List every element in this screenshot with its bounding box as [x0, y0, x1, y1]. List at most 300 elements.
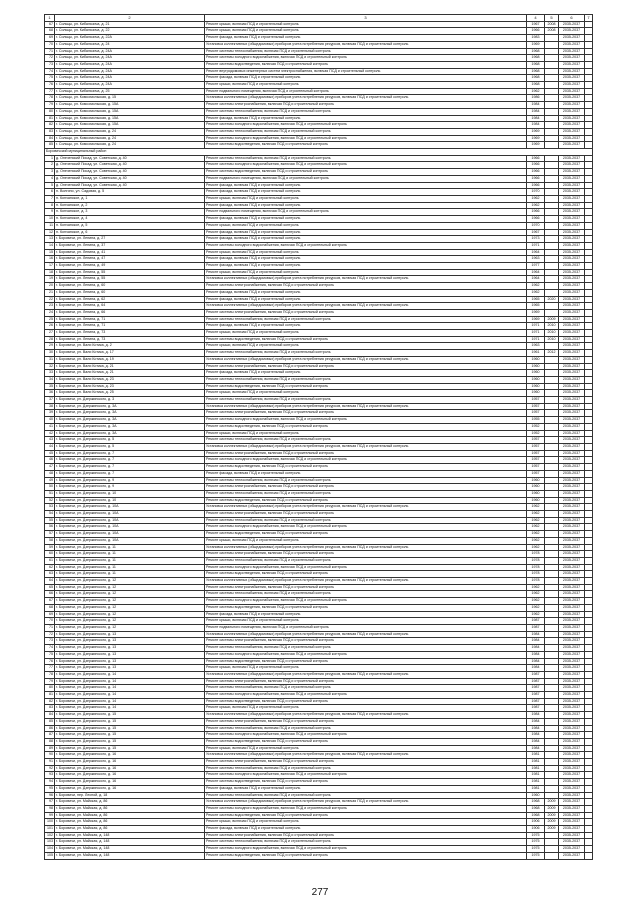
row-empty-cell [585, 484, 593, 491]
row-address: г. Боровичи, ул. Дзержинского, д. 10А [55, 537, 205, 544]
row-work-type: Ремонт системы теплоснабжения, включая ПСД и строительный контроль [205, 591, 527, 598]
row-empty-cell [585, 330, 593, 337]
row-period: 2035-2037 [559, 832, 585, 839]
row-address: п. Кончанское, д. 4 [55, 216, 205, 223]
row-work-type: Ремонт крыши, включая ПСД и строительный контроль [205, 745, 527, 752]
table-row [45, 517, 593, 524]
row-year-built: 1962 [527, 611, 545, 618]
row-work-type: Установка коллективных (общедомовых) приборов учета потребления ресурсов, включая ПСД и строительный контроль [205, 671, 527, 678]
row-year-repair [545, 202, 559, 209]
row-address: г. Боровичи, ул. Дзержинского, д. 12 [55, 618, 205, 625]
row-address: г. Боровичи, ул. Дзержинского, д. 14 [55, 705, 205, 712]
row-year-repair [545, 242, 559, 249]
row-year-repair [545, 738, 559, 745]
row-work-type: Ремонт фасада, включая ПСД и строительный контроль [205, 202, 527, 209]
row-period: 2035-2037 [559, 48, 585, 55]
table-row [45, 189, 593, 196]
row-work-type: Ремонт системы холодного водоснабжения, включая ПСД и строительный контроль [205, 598, 527, 605]
row-number: 47 [45, 464, 55, 471]
row-work-type: Ремонт системы теплоснабжения, включая ПСД и строительный контроль [205, 477, 527, 484]
row-address: г. Боровичи, ул. Вали Котика, д. 2 [55, 343, 205, 350]
row-year-built: 1984 [527, 665, 545, 672]
row-period: 2035-2037 [559, 450, 585, 457]
header-col-1: 1 [45, 15, 55, 22]
row-address: г. Боровичи, ул. Дзержинского, д. 16 [55, 752, 205, 759]
row-period: 2035-2037 [559, 490, 585, 497]
row-period: 2035-2037 [559, 61, 585, 68]
row-empty-cell [585, 571, 593, 578]
row-year-repair [545, 511, 559, 518]
table-row [45, 584, 593, 591]
row-empty-cell [585, 725, 593, 732]
row-empty-cell [585, 236, 593, 243]
row-address: д. Опеченский Посад, ул. Советская, д. 40 [55, 175, 205, 182]
row-work-type: Ремонт системы водоотведения, включая ПСД и строительный контроль [205, 423, 527, 430]
row-address: г. Боровичи, ул. Дзержинского, д. 12 [55, 624, 205, 631]
table-row [45, 531, 593, 538]
row-year-built: 1960 [527, 383, 545, 390]
row-address: г. Боровичи, ул. Дзержинского, д. 10А [55, 504, 205, 511]
row-year-built: 1960 [527, 363, 545, 370]
row-year-repair [545, 705, 559, 712]
table-row [45, 202, 593, 209]
row-address: г. Сольцы, ул. Комсомольская, д. 15А [55, 102, 205, 109]
row-address: г. Боровичи, ул. Дзержинского, д. 15 [55, 745, 205, 752]
row-year-built: 1969 [527, 316, 545, 323]
table-row [45, 356, 593, 363]
row-period: 2035-2037 [559, 517, 585, 524]
row-empty-cell [585, 846, 593, 853]
row-number: 18 [45, 269, 55, 276]
table-row [45, 645, 593, 652]
row-year-repair [545, 128, 559, 135]
table-row [45, 712, 593, 719]
row-work-type: Ремонт системы водоотведения, включая ПСД и строительный контроль [205, 658, 527, 665]
row-number: 15 [45, 249, 55, 256]
table-row [45, 725, 593, 732]
row-number: 22 [45, 296, 55, 303]
row-empty-cell [585, 390, 593, 397]
row-number: 1 [45, 155, 55, 162]
table-row [45, 350, 593, 357]
row-year-built: 1975 [527, 846, 545, 853]
table-row [45, 450, 593, 457]
row-year-built: 1984 [527, 738, 545, 745]
row-work-type: Ремонт системы теплоснабжения, включая ПСД и строительный контроль [205, 376, 527, 383]
row-period: 2035-2037 [559, 826, 585, 833]
row-year-repair [545, 497, 559, 504]
row-year-repair [545, 263, 559, 270]
row-address: г. Боровичи, ул. Дзержинского, д. 9 [55, 477, 205, 484]
table-row [45, 229, 593, 236]
row-address: г. Сольцы, ул. Комсомольская, д. 15А [55, 115, 205, 122]
row-number: 39 [45, 410, 55, 417]
row-period: 2035-2037 [559, 645, 585, 652]
table-row [45, 819, 593, 826]
row-work-type: Ремонт фасада, включая ПСД и строительный контроль [205, 611, 527, 618]
row-period: 2035-2037 [559, 309, 585, 316]
table-row [45, 162, 593, 169]
row-number: 93 [45, 772, 55, 779]
row-period: 2035-2037 [559, 169, 585, 176]
row-period: 2035-2037 [559, 88, 585, 95]
row-empty-cell [585, 189, 593, 196]
row-year-built: 1984 [527, 712, 545, 719]
table-row [45, 470, 593, 477]
row-work-type: Ремонт системы теплоснабжения, включая ПСД и строительный контроль [205, 108, 527, 115]
row-number: 37 [45, 397, 55, 404]
row-year-repair: 2009 [545, 819, 559, 826]
row-empty-cell [585, 826, 593, 833]
row-period: 2035-2037 [559, 718, 585, 725]
row-empty-cell [585, 779, 593, 786]
row-number: 3 [45, 169, 55, 176]
row-period: 2035-2037 [559, 752, 585, 759]
row-work-type: Установка коллективных (общедомовых) приборов учета потребления ресурсов, включая ПСД и строительный контроль [205, 95, 527, 102]
row-period: 2035-2037 [559, 330, 585, 337]
row-work-type: Ремонт системы холодного водоснабжения, включая ПСД и строительный контроль [205, 242, 527, 249]
row-empty-cell [585, 242, 593, 249]
row-number: 73 [45, 638, 55, 645]
row-year-built: 1969 [527, 41, 545, 48]
row-year-built: 1957 [527, 410, 545, 417]
row-address: п. Кончанское, д. 2 [55, 202, 205, 209]
row-address: г. Боровичи, ул. Дзержинского, д. 11 [55, 557, 205, 564]
row-number: 25 [45, 316, 55, 323]
row-work-type: Установка коллективных (общедомовых) приборов учета потребления ресурсов, включая ПСД и строительный контроль [205, 303, 527, 310]
row-empty-cell [585, 135, 593, 142]
table-row [45, 283, 593, 290]
row-address: г. Сольцы, ул. Кибальчича, д. 22 [55, 28, 205, 35]
row-number: 41 [45, 423, 55, 430]
row-empty-cell [585, 68, 593, 75]
row-number: 101 [45, 826, 55, 833]
row-number: 96 [45, 792, 55, 799]
row-number: 63 [45, 571, 55, 578]
row-year-built: 1987 [527, 618, 545, 625]
row-work-type: Ремонт подвального помещения, включая ПСД и строительный контроль [205, 88, 527, 95]
row-empty-cell [585, 55, 593, 62]
row-year-built: 1965 [527, 296, 545, 303]
row-empty-cell [585, 645, 593, 652]
row-empty-cell [585, 517, 593, 524]
row-empty-cell [585, 738, 593, 745]
row-address: г. Боровичи, ул. Майская, д. 86 [55, 819, 205, 826]
row-number: 38 [45, 403, 55, 410]
row-number: 72 [45, 631, 55, 638]
table-row [45, 222, 593, 229]
row-year-built: 1960 [527, 477, 545, 484]
row-number: 82 [45, 122, 55, 129]
row-work-type: Установка коллективных (общедомовых) приборов учета потребления ресурсов, включая ПСД и строительный контроль [205, 41, 527, 48]
row-work-type: Ремонт системы электроснабжения, включая ПСД и строительный контроль [205, 551, 527, 558]
table-row [45, 390, 593, 397]
row-year-built: 1968 [527, 61, 545, 68]
row-year-repair [545, 88, 559, 95]
table-row [45, 618, 593, 625]
row-year-built: 1960 [527, 376, 545, 383]
row-address: г. Боровичи, ул. Дзержинского, д. 16 [55, 772, 205, 779]
row-period: 2035-2037 [559, 28, 585, 35]
row-empty-cell [585, 598, 593, 605]
row-empty-cell [585, 122, 593, 129]
row-address: г. Боровичи, ул. Майская, д. 148 [55, 846, 205, 853]
row-year-built: 1965 [527, 303, 545, 310]
row-year-built: 1969 [527, 135, 545, 142]
row-period: 2035-2037 [559, 497, 585, 504]
row-number: 44 [45, 444, 55, 451]
row-year-repair [545, 249, 559, 256]
table-row [45, 772, 593, 779]
row-period: 2035-2037 [559, 189, 585, 196]
row-year-repair [545, 772, 559, 779]
row-empty-cell [585, 437, 593, 444]
row-year-built: 1957 [527, 397, 545, 404]
row-year-repair [545, 745, 559, 752]
row-period: 2035-2037 [559, 799, 585, 806]
row-year-repair [545, 182, 559, 189]
row-year-built: 1963 [527, 343, 545, 350]
row-year-built: 1968 [527, 805, 545, 812]
row-work-type: Ремонт фасада, включая ПСД и строительный контроль [205, 189, 527, 196]
row-year-repair [545, 484, 559, 491]
row-number: 6 [45, 189, 55, 196]
row-year-repair [545, 504, 559, 511]
row-address: г. Боровичи, ул. Дзержинского, д. 11 [55, 571, 205, 578]
row-year-built: 1968 [527, 48, 545, 55]
row-number: 16 [45, 256, 55, 263]
table-row [45, 745, 593, 752]
row-year-built: 1971 [527, 323, 545, 330]
row-year-built: 1981 [527, 772, 545, 779]
row-year-repair [545, 712, 559, 719]
table-row [45, 497, 593, 504]
row-number: 83 [45, 705, 55, 712]
row-year-built: 1957 [527, 470, 545, 477]
row-work-type: Ремонт крыши, включая ПСД и строительный контроль [205, 330, 527, 337]
row-year-built: 1971 [527, 330, 545, 337]
row-work-type: Ремонт системы электроснабжения, включая ПСД и строительный контроль [205, 309, 527, 316]
row-work-type: Ремонт системы теплоснабжения, включая ПСД и строительный контроль [205, 645, 527, 652]
row-number: 53 [45, 504, 55, 511]
table-row [45, 336, 593, 343]
row-period: 2035-2037 [559, 263, 585, 270]
row-number: 45 [45, 450, 55, 457]
row-work-type: Ремонт системы электроснабжения, включая ПСД и строительный контроль [205, 759, 527, 766]
row-work-type: Установка коллективных (общедомовых) приборов учета потребления ресурсов, включая ПСД и строительный контроль [205, 444, 527, 451]
table-row [45, 759, 593, 766]
row-address: г. Боровичи, ул. Дзержинского, д. 3А [55, 417, 205, 424]
row-empty-cell [585, 544, 593, 551]
table-row [45, 611, 593, 618]
row-year-built: 1966 [527, 162, 545, 169]
row-year-built: 1984 [527, 102, 545, 109]
row-empty-cell [585, 705, 593, 712]
row-year-repair [545, 765, 559, 772]
row-empty-cell [585, 35, 593, 42]
row-number: 78 [45, 671, 55, 678]
row-year-built: 1966 [527, 175, 545, 182]
row-year-repair: 2009 [545, 316, 559, 323]
row-number: 24 [45, 309, 55, 316]
row-address: г. Боровичи, ул. Дзержинского, д. 5 [55, 437, 205, 444]
row-year-repair [545, 269, 559, 276]
row-number: 76 [45, 82, 55, 89]
row-number: 91 [45, 759, 55, 766]
row-number: 60 [45, 551, 55, 558]
table-row [45, 397, 593, 404]
row-period: 2035-2037 [559, 537, 585, 544]
row-year-repair [545, 343, 559, 350]
row-period: 2035-2037 [559, 363, 585, 370]
row-year-repair [545, 41, 559, 48]
row-empty-cell [585, 819, 593, 826]
row-work-type: Ремонт подвального помещения, включая ПСД и строительный контроль [205, 175, 527, 182]
row-address: г. Сольцы, ул. Комсомольская, д. 24 [55, 142, 205, 149]
row-empty-cell [585, 115, 593, 122]
row-year-built: 1962 [527, 283, 545, 290]
row-year-repair [545, 68, 559, 75]
row-address: г. Боровичи, ул. Дзержинского, д. 5 [55, 444, 205, 451]
row-year-repair [545, 444, 559, 451]
row-year-built: 1978 [527, 557, 545, 564]
row-empty-cell [585, 765, 593, 772]
row-work-type: Ремонт системы электроснабжения, включая ПСД и строительный контроль [205, 450, 527, 457]
row-year-repair [545, 658, 559, 665]
table-row [45, 805, 593, 812]
row-work-type: Ремонт системы холодного водоснабжения, включая ПСД и строительный контроль [205, 805, 527, 812]
row-work-type: Ремонт системы холодного водоснабжения, включая ПСД и строительный контроль [205, 564, 527, 571]
row-year-repair [545, 189, 559, 196]
row-work-type: Ремонт системы водоотведения, включая ПСД и строительный контроль [205, 698, 527, 705]
row-number: 5 [45, 182, 55, 189]
row-work-type: Ремонт системы водоотведения, включая ПСД и строительный контроль [205, 383, 527, 390]
row-year-repair [545, 370, 559, 377]
table-row [45, 685, 593, 692]
row-period: 2035-2037 [559, 671, 585, 678]
table-row [45, 82, 593, 89]
row-number: 66 [45, 591, 55, 598]
row-year-built: 1987 [527, 705, 545, 712]
row-number: 32 [45, 363, 55, 370]
row-year-repair [545, 651, 559, 658]
row-address: г. Боровичи, ул. Дзержинского, д. 16 [55, 765, 205, 772]
row-period: 2035-2037 [559, 316, 585, 323]
table-row [45, 182, 593, 189]
row-number: 9 [45, 209, 55, 216]
row-year-repair [545, 725, 559, 732]
row-year-built: 1968 [527, 55, 545, 62]
row-year-repair [545, 779, 559, 786]
row-work-type: Ремонт системы холодного водоснабжения, включая ПСД и строительный контроль [205, 122, 527, 129]
table-row [45, 826, 593, 833]
row-address: г. Сольцы, ул. Кибальчича, д. 25 [55, 88, 205, 95]
row-address: г. Сольцы, ул. Кибальчича, д. 22А [55, 35, 205, 42]
table-row [45, 135, 593, 142]
table-row [45, 363, 593, 370]
row-period: 2035-2037 [559, 289, 585, 296]
row-year-built: 1968 [527, 75, 545, 82]
row-period: 2035-2037 [559, 403, 585, 410]
table-row [45, 242, 593, 249]
row-number: 81 [45, 115, 55, 122]
table-row [45, 68, 593, 75]
row-address: г. Боровичи, ул. Дзержинского, д. 11 [55, 564, 205, 571]
row-year-repair [545, 591, 559, 598]
row-period: 2035-2037 [559, 35, 585, 42]
row-year-repair [545, 135, 559, 142]
row-number: 104 [45, 846, 55, 853]
row-year-repair [545, 631, 559, 638]
row-number: 36 [45, 390, 55, 397]
row-work-type: Ремонт фасада, включая ПСД и строительный контроль [205, 826, 527, 833]
section-title: Боровичский муниципальный район [45, 149, 593, 156]
row-work-type: Ремонт системы электроснабжения, включая ПСД и строительный контроль [205, 718, 527, 725]
row-address: г. Боровичи, ул. Ленина, д. 60 [55, 283, 205, 290]
row-year-repair [545, 309, 559, 316]
row-period: 2035-2037 [559, 604, 585, 611]
row-number: 12 [45, 229, 55, 236]
row-year-repair [545, 303, 559, 310]
row-empty-cell [585, 289, 593, 296]
row-period: 2035-2037 [559, 417, 585, 424]
row-address: г. Боровичи, ул. Дзержинского, д. 12 [55, 598, 205, 605]
row-period: 2035-2037 [559, 511, 585, 518]
row-work-type: Установка коллективных (общедомовых) приборов учета потребления ресурсов, включая ПСД и строительный контроль [205, 276, 527, 283]
row-empty-cell [585, 363, 593, 370]
row-address: г. Боровичи, ул. Дзержинского, д. 13 [55, 651, 205, 658]
row-address: г. Боровичи, ул. Дзержинского, д. 7 [55, 457, 205, 464]
row-number: 13 [45, 236, 55, 243]
row-year-built: 1957 [527, 437, 545, 444]
row-year-built: 1962 [527, 544, 545, 551]
row-empty-cell [585, 551, 593, 558]
row-address: г. Боровичи, ул. Вали Котика, д. 21 [55, 370, 205, 377]
row-number: 46 [45, 457, 55, 464]
table-row [45, 269, 593, 276]
table-row [45, 564, 593, 571]
row-number: 57 [45, 531, 55, 538]
row-empty-cell [585, 249, 593, 256]
row-period: 2035-2037 [559, 598, 585, 605]
row-number: 72 [45, 55, 55, 62]
row-empty-cell [585, 457, 593, 464]
row-work-type: Ремонт фасада, включая ПСД и строительный контроль [205, 263, 527, 270]
row-address: г. Боровичи, ул. Дзержинского, д. 10А [55, 511, 205, 518]
row-empty-cell [585, 772, 593, 779]
row-year-built: 1968 [527, 82, 545, 89]
row-empty-cell [585, 531, 593, 538]
header-col-3: 3 [205, 15, 527, 22]
row-year-repair [545, 390, 559, 397]
row-work-type: Ремонт крыши, включая ПСД и строительный контроль [205, 21, 527, 28]
row-empty-cell [585, 591, 593, 598]
row-number: 100 [45, 819, 55, 826]
row-address: г. Боровичи, ул. Ленина, д. 27 [55, 236, 205, 243]
table-row [45, 115, 593, 122]
row-address: г. Боровичи, ул. Дзержинского, д. 14 [55, 671, 205, 678]
table-row [45, 799, 593, 806]
row-address: г. Боровичи, ул. Дзержинского, д. 14 [55, 698, 205, 705]
row-work-type: Ремонт системы холодного водоснабжения, включая ПСД и строительный контроль [205, 692, 527, 699]
row-year-repair [545, 363, 559, 370]
row-number: 65 [45, 584, 55, 591]
row-address: г. Боровичи, ул. Дзержинского, д. 7 [55, 470, 205, 477]
row-year-repair [545, 175, 559, 182]
row-year-built: 1981 [527, 752, 545, 759]
row-empty-cell [585, 182, 593, 189]
row-number: 67 [45, 598, 55, 605]
